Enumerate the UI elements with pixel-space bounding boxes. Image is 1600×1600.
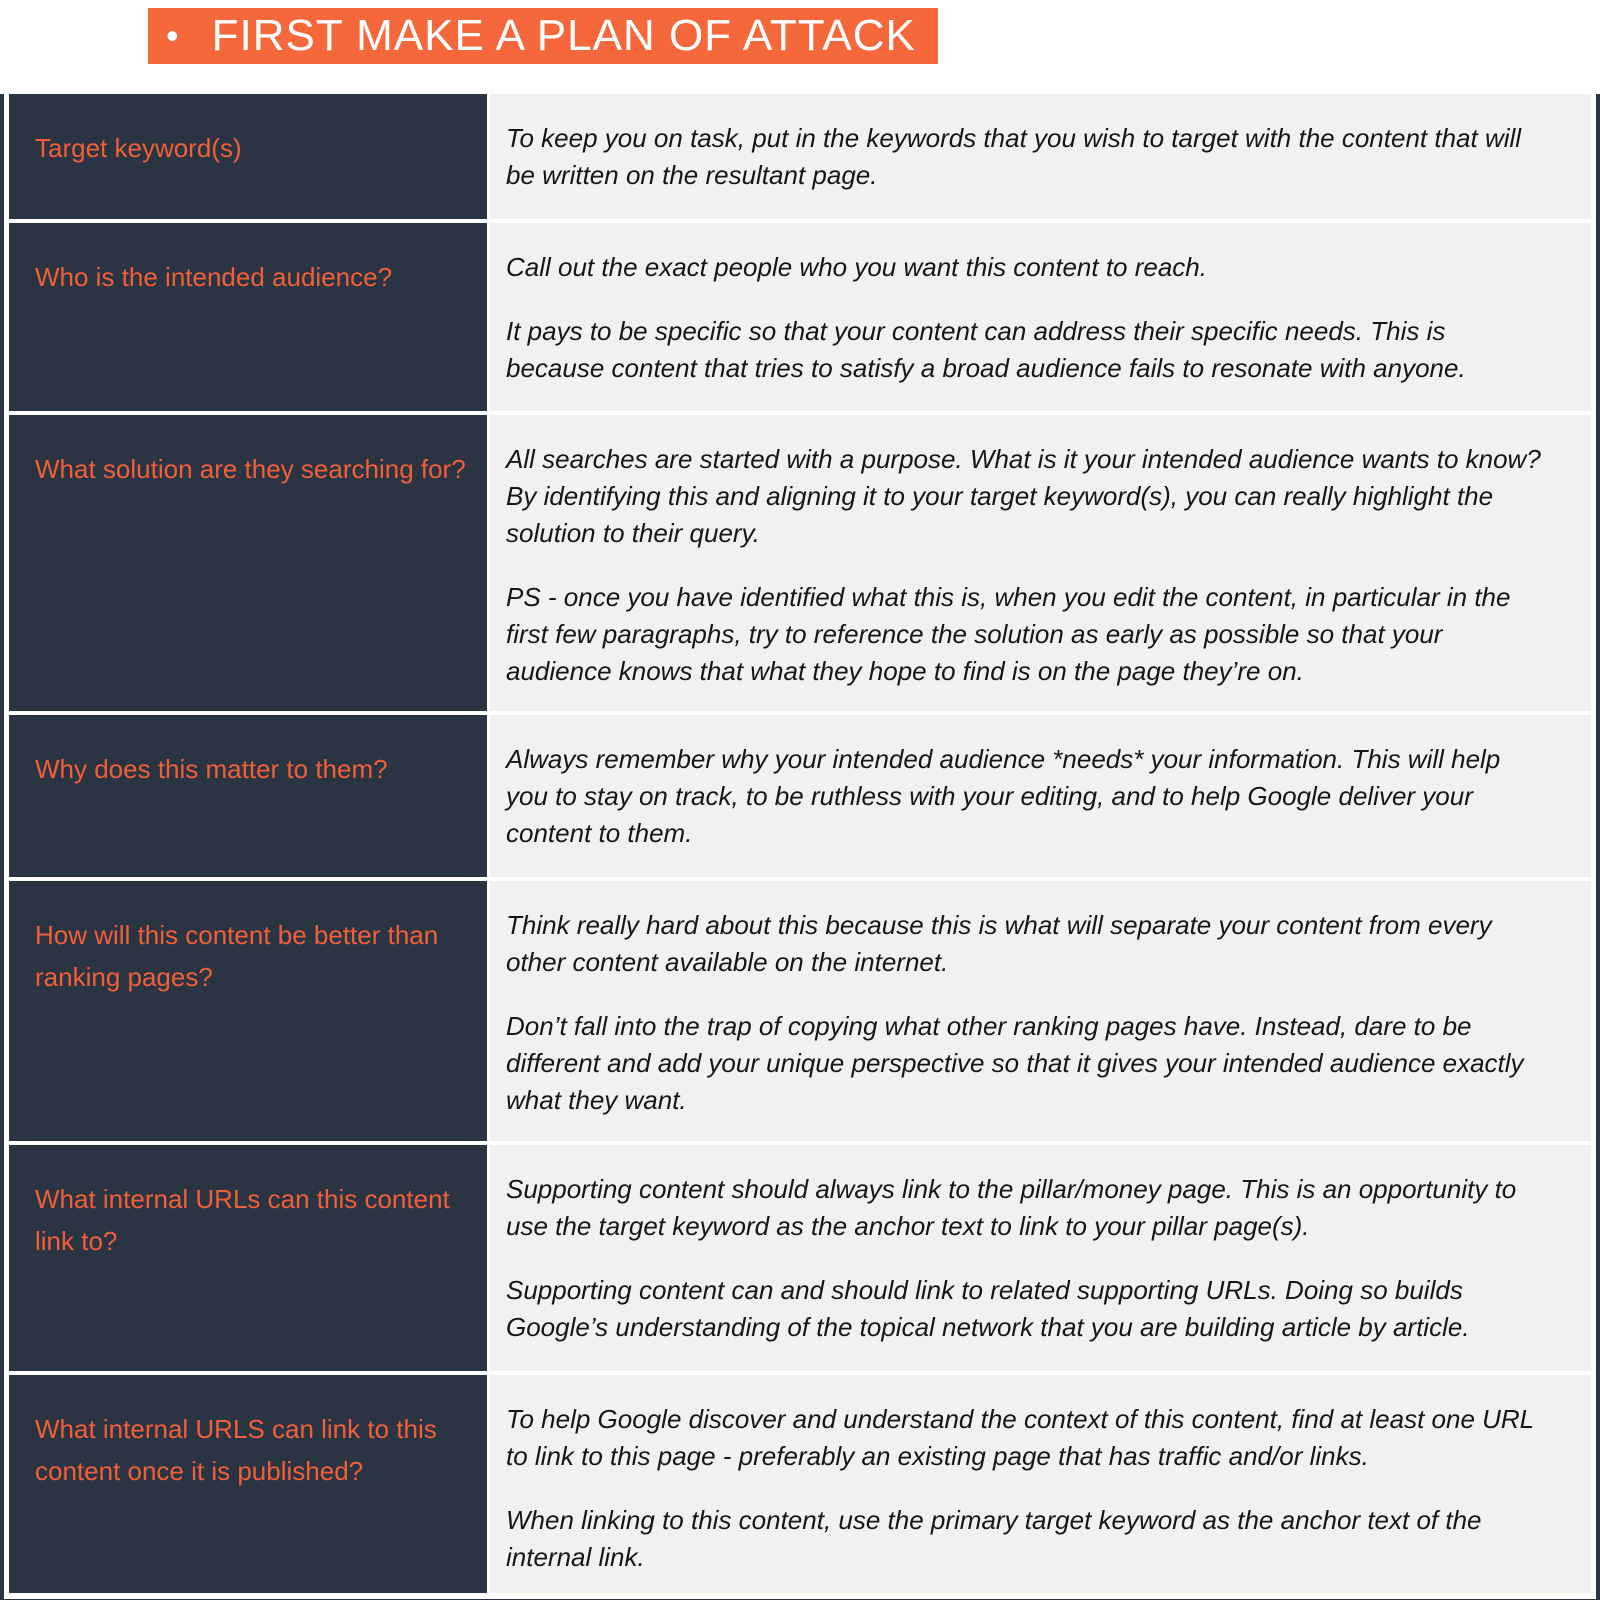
description-paragraph: To help Google discover and understand the context of this content, find at least one URL to link to this page - preferably an existing page that has traffic and/or links. (506, 1404, 1534, 1471)
plan-of-attack-table (0, 94, 1600, 1600)
description-paragraph: When linking to this content, use the primary target keyword as the anchor text of the internal link. (506, 1505, 1482, 1572)
description-paragraph: Supporting content can and should link to related supporting URLs. Doing so builds Google’s understanding of the topical network that you are building article by article. (506, 1275, 1470, 1342)
bullet-icon: • (166, 15, 180, 56)
row-description (490, 223, 1591, 411)
table-row (9, 1375, 1591, 1593)
description-paragraph: Don’t fall into the trap of copying what other ranking pages have. Instead, dare to be different and add your unique perspective so that it gives your intended audience exactly what they want. (506, 1011, 1524, 1115)
row-description (490, 1375, 1591, 1593)
row-description (490, 94, 1591, 219)
section-title: FIRST MAKE A PLAN OF ATTACK (211, 11, 916, 60)
table-row (9, 715, 1591, 877)
description-paragraph: Always remember why your intended audience *needs* your information. This will help you to stay on track, to be ruthless with your editing, and to help Google deliver your content to them. (506, 744, 1501, 848)
row-label: Target keyword(s) (9, 94, 487, 219)
description-paragraph: All searches are started with a purpose. What is it your intended audience wants to know? By identifying this and aligning it to your target keyword(s), you can really highlight the solution to their query. (506, 444, 1541, 548)
description-paragraph: PS - once you have identified what this is, when you edit the content, in particular in the first few paragraphs, try to reference the solution as early as possible so that your audience knows that what they hope to find is on the page they’re on. (506, 582, 1511, 686)
table-row (9, 1145, 1591, 1371)
description-paragraph: Think really hard about this because this is what will separate your content from every other content available on the internet. (506, 910, 1492, 977)
description-paragraph: Supporting content should always link to the pillar/money page. This is an opportunity to use the target keyword as the anchor text to link to your pillar page(s). (506, 1174, 1517, 1241)
description-paragraph: It pays to be specific so that your content can address their specific needs. This is because content that tries to satisfy a broad audience fails to resonate with anyone. (506, 316, 1466, 383)
row-description (490, 415, 1591, 711)
row-label: Who is the intended audience? (9, 223, 487, 411)
table-row (9, 94, 1591, 219)
row-description (490, 1145, 1591, 1371)
row-label: Why does this matter to them? (9, 715, 487, 877)
table-row (9, 881, 1591, 1141)
description-paragraph: Call out the exact people who you want this content to reach. (506, 252, 1207, 282)
description-paragraph: To keep you on task, put in the keywords that you wish to target with the content that will be written on the resultant page. (506, 123, 1522, 190)
row-label: How will this content be better than ranking pages? (9, 881, 487, 1141)
section-header-banner (148, 8, 938, 64)
row-description (490, 881, 1591, 1141)
row-label: What internal URLS can link to this content once it is published? (9, 1375, 487, 1593)
table-row (9, 415, 1591, 711)
row-label: What internal URLs can this content link to? (9, 1145, 487, 1371)
row-label: What solution are they searching for? (9, 415, 487, 711)
row-description (490, 715, 1591, 877)
table-row (9, 223, 1591, 411)
